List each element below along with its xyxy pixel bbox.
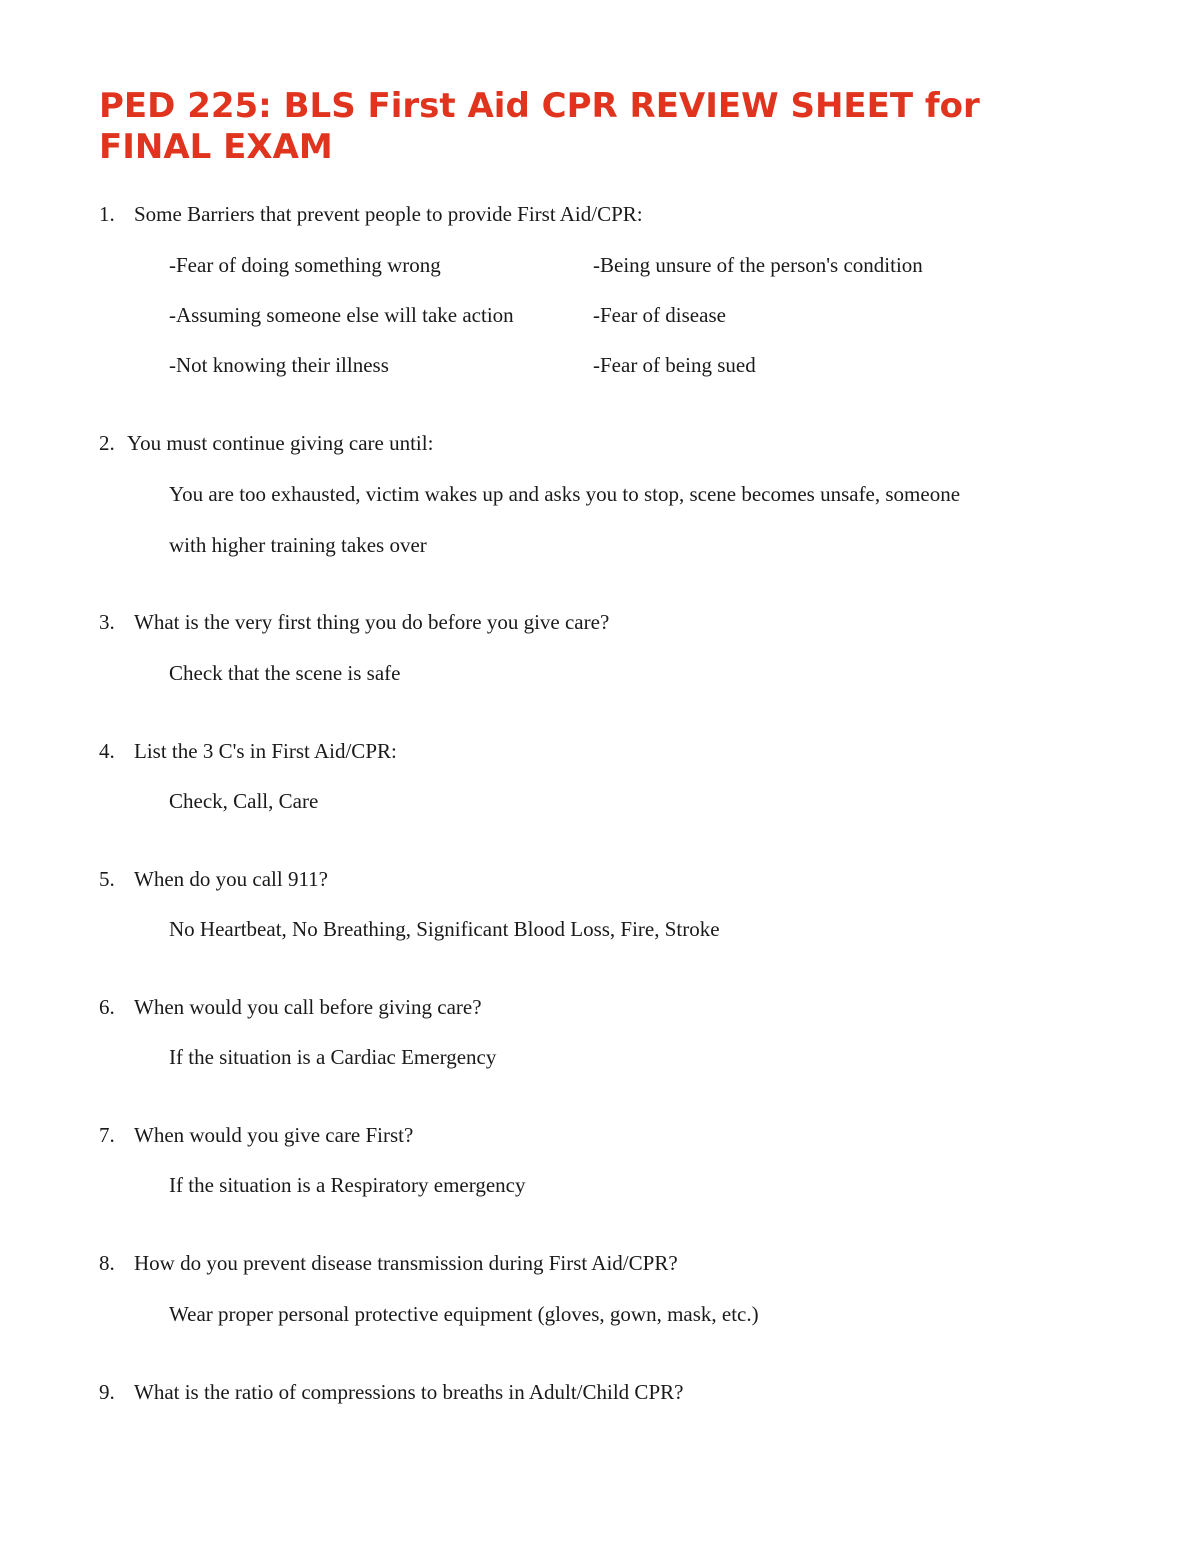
answer: Check that the scene is safe	[169, 661, 401, 685]
question-2	[99, 430, 433, 456]
barrier-item: -Fear of being sued	[593, 353, 756, 377]
question-text: When would you call before giving care?	[134, 995, 482, 1019]
question-9	[99, 1379, 683, 1405]
question-number: 5.	[99, 867, 115, 891]
question-number: 8.	[99, 1251, 115, 1275]
barrier-item: -Fear of disease	[593, 303, 726, 327]
question-3	[99, 609, 609, 635]
question-number: 4.	[99, 739, 115, 763]
answer: If the situation is a Cardiac Emergency	[169, 1045, 497, 1069]
question-number: 3.	[99, 610, 115, 634]
question-number: 6.	[99, 995, 115, 1019]
answer-line: You are too exhausted, victim wakes up and asks you to stop, scene becomes unsafe, someone	[169, 482, 961, 506]
question-number: 1.	[99, 202, 115, 226]
question-text: When do you call 911?	[134, 867, 328, 891]
answer: No Heartbeat, No Breathing, Significant Blood Loss, Fire, Stroke	[169, 917, 720, 941]
barrier-item: -Being unsure of the person's condition	[593, 253, 923, 277]
question-text: When would you give care First?	[134, 1123, 414, 1147]
barrier-item: -Assuming someone else will take action	[169, 303, 514, 327]
question-text: You must continue giving care until:	[127, 431, 434, 455]
question-5	[99, 866, 328, 892]
document-title: PED 225: BLS First Aid CPR REVIEW SHEET for FINAL EXAM	[99, 86, 980, 167]
answer: Wear proper personal protective equipment (gloves, gown, mask, etc.)	[169, 1302, 759, 1326]
barrier-item: -Fear of doing something wrong	[169, 253, 441, 277]
question-number: 7.	[99, 1123, 115, 1147]
question-number: 9.	[99, 1380, 115, 1404]
question-text: How do you prevent disease transmission during First Aid/CPR?	[134, 1251, 678, 1275]
question-1	[99, 201, 643, 227]
question-number: 2.	[99, 431, 115, 455]
question-4	[99, 738, 397, 764]
question-text: Some Barriers that prevent people to provide First Aid/CPR:	[134, 202, 643, 226]
question-text: What is the very first thing you do before you give care?	[134, 610, 610, 634]
question-text: What is the ratio of compressions to breaths in Adult/Child CPR?	[134, 1380, 684, 1404]
question-7	[99, 1122, 413, 1148]
question-text: List the 3 C's in First Aid/CPR:	[134, 739, 397, 763]
answer-line: with higher training takes over	[169, 533, 427, 557]
question-6	[99, 994, 482, 1020]
barrier-item: -Not knowing their illness	[169, 353, 389, 377]
answer: Check, Call, Care	[169, 789, 319, 813]
answer: If the situation is a Respiratory emergency	[169, 1173, 526, 1197]
question-8	[99, 1250, 678, 1276]
